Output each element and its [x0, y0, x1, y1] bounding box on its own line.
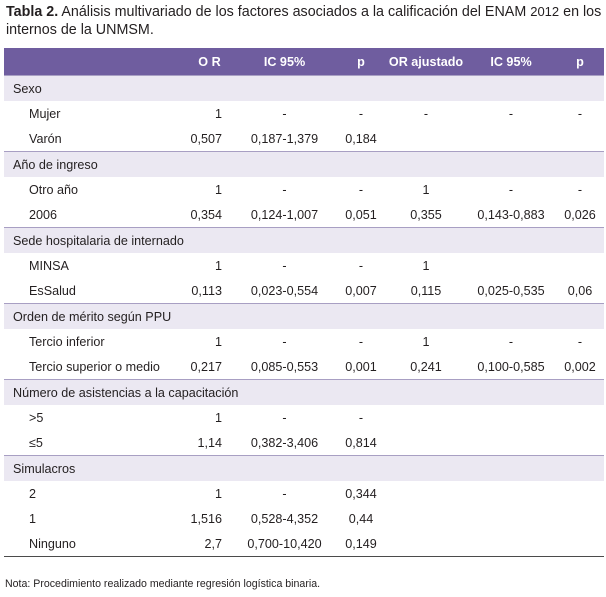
- p-adjusted-value: [556, 481, 604, 506]
- or-adjusted-value: 0,241: [386, 354, 466, 380]
- ic95-adjusted-value: -: [466, 329, 556, 354]
- row-label: 2006: [4, 202, 186, 228]
- or-value: 1,14: [186, 430, 233, 456]
- p-adjusted-value: [556, 506, 604, 531]
- or-value: 1: [186, 405, 233, 430]
- row-label: ≤5: [4, 430, 186, 456]
- table-row: [4, 253, 604, 278]
- header-ic95-ajustado: IC 95%: [466, 48, 556, 76]
- table-row: [4, 101, 604, 126]
- or-adjusted-value: [386, 405, 466, 430]
- or-value: 0,217: [186, 354, 233, 380]
- ic95-value: -: [233, 253, 336, 278]
- or-value: 0,507: [186, 126, 233, 152]
- header-or: O R: [186, 48, 233, 76]
- ic95-adjusted-value: [466, 253, 556, 278]
- table-row: [4, 481, 604, 506]
- p-value: 0,44: [336, 506, 386, 531]
- or-value: 1: [186, 481, 233, 506]
- p-value: -: [336, 329, 386, 354]
- or-value: 0,113: [186, 278, 233, 304]
- or-value: 1: [186, 101, 233, 126]
- section-header-row: [4, 304, 604, 330]
- p-value: 0,184: [336, 126, 386, 152]
- p-value: -: [336, 101, 386, 126]
- table-row: [4, 531, 604, 557]
- p-adjusted-value: -: [556, 177, 604, 202]
- or-adjusted-value: [386, 506, 466, 531]
- p-value: -: [336, 405, 386, 430]
- ic95-value: -: [233, 405, 336, 430]
- ic95-value: -: [233, 177, 336, 202]
- row-label: Ninguno: [4, 531, 186, 557]
- section-title: Número de asistencias a la capacitación: [4, 380, 604, 406]
- ic95-value: 0,700-10,420: [233, 531, 336, 557]
- table-row: [4, 278, 604, 304]
- ic95-value: 0,187-1,379: [233, 126, 336, 152]
- or-adjusted-value: [386, 430, 466, 456]
- p-value: 0,007: [336, 278, 386, 304]
- or-adjusted-value: [386, 126, 466, 152]
- ic95-adjusted-value: 0,143-0,883: [466, 202, 556, 228]
- or-value: 2,7: [186, 531, 233, 557]
- p-adjusted-value: [556, 531, 604, 557]
- ic95-adjusted-value: [466, 430, 556, 456]
- p-value: 0,051: [336, 202, 386, 228]
- row-label: 1: [4, 506, 186, 531]
- p-value: 0,149: [336, 531, 386, 557]
- p-adjusted-value: [556, 430, 604, 456]
- ic95-value: 0,023-0,554: [233, 278, 336, 304]
- row-label: MINSA: [4, 253, 186, 278]
- section-header-row: [4, 228, 604, 254]
- section-header-row: [4, 76, 604, 102]
- p-value: 0,344: [336, 481, 386, 506]
- header-p: p: [336, 48, 386, 76]
- table-row: [4, 430, 604, 456]
- ic95-value: -: [233, 481, 336, 506]
- caption-label: Tabla 2.: [6, 4, 59, 20]
- ic95-value: 0,085-0,553: [233, 354, 336, 380]
- ic95-value: -: [233, 101, 336, 126]
- row-label: Varón: [4, 126, 186, 152]
- p-value: 0,814: [336, 430, 386, 456]
- ic95-adjusted-value: 0,025-0,535: [466, 278, 556, 304]
- ic95-value: -: [233, 329, 336, 354]
- p-adjusted-value: [556, 126, 604, 152]
- or-adjusted-value: 1: [386, 329, 466, 354]
- row-label: 2: [4, 481, 186, 506]
- ic95-value: 0,124-1,007: [233, 202, 336, 228]
- or-adjusted-value: -: [386, 101, 466, 126]
- ic95-value: 0,528-4,352: [233, 506, 336, 531]
- section-header-row: [4, 380, 604, 406]
- table-row: [4, 405, 604, 430]
- p-adjusted-value: -: [556, 101, 604, 126]
- ic95-adjusted-value: -: [466, 101, 556, 126]
- footnote: Nota: Procedimiento realizado mediante regresión logística binaria.: [5, 578, 321, 590]
- p-adjusted-value: 0,06: [556, 278, 604, 304]
- ic95-adjusted-value: [466, 506, 556, 531]
- table-row: [4, 506, 604, 531]
- p-value: -: [336, 177, 386, 202]
- table-body: [4, 76, 604, 557]
- table-row: [4, 126, 604, 152]
- header-ic95: IC 95%: [233, 48, 336, 76]
- p-adjusted-value: [556, 405, 604, 430]
- or-value: 1,516: [186, 506, 233, 531]
- or-adjusted-value: [386, 481, 466, 506]
- p-adjusted-value: 0,026: [556, 202, 604, 228]
- row-label: EsSalud: [4, 278, 186, 304]
- header-or-ajustado: OR ajustado: [386, 48, 466, 76]
- p-value: 0,001: [336, 354, 386, 380]
- or-value: 0,354: [186, 202, 233, 228]
- results-table: [4, 48, 604, 557]
- or-adjusted-value: 0,355: [386, 202, 466, 228]
- or-adjusted-value: 1: [386, 177, 466, 202]
- table-row: [4, 329, 604, 354]
- p-adjusted-value: [556, 253, 604, 278]
- caption-text-end: en los internos de la UNMSM.: [6, 4, 602, 38]
- section-title: Simulacros: [4, 456, 604, 482]
- or-adjusted-value: 1: [386, 253, 466, 278]
- p-adjusted-value: 0,002: [556, 354, 604, 380]
- or-adjusted-value: [386, 531, 466, 557]
- row-label: Otro año: [4, 177, 186, 202]
- or-adjusted-value: 0,115: [386, 278, 466, 304]
- section-title: Sexo: [4, 76, 604, 102]
- caption-year: 2012: [530, 4, 560, 19]
- ic95-adjusted-value: [466, 126, 556, 152]
- or-value: 1: [186, 177, 233, 202]
- or-value: 1: [186, 329, 233, 354]
- p-adjusted-value: -: [556, 329, 604, 354]
- section-title: Año de ingreso: [4, 152, 604, 178]
- ic95-adjusted-value: [466, 531, 556, 557]
- row-label: Mujer: [4, 101, 186, 126]
- table-row: [4, 177, 604, 202]
- or-value: 1: [186, 253, 233, 278]
- section-title: Sede hospitalaria de internado: [4, 228, 604, 254]
- header-p-ajustado: p: [556, 48, 604, 76]
- header-variable: [4, 48, 186, 76]
- ic95-adjusted-value: -: [466, 177, 556, 202]
- table-header-row: [4, 48, 604, 76]
- table-row: [4, 202, 604, 228]
- ic95-adjusted-value: 0,100-0,585: [466, 354, 556, 380]
- ic95-value: 0,382-3,406: [233, 430, 336, 456]
- ic95-adjusted-value: [466, 481, 556, 506]
- row-label: >5: [4, 405, 186, 430]
- section-header-row: [4, 152, 604, 178]
- ic95-adjusted-value: [466, 405, 556, 430]
- caption-text: Análisis multivariado de los factores asociados a la calificación del ENAM: [58, 4, 531, 20]
- row-label: Tercio inferior: [4, 329, 186, 354]
- table-row: [4, 354, 604, 380]
- table-caption: [6, 3, 602, 39]
- section-title: Orden de mérito según PPU: [4, 304, 604, 330]
- section-header-row: [4, 456, 604, 482]
- row-label: Tercio superior o medio: [4, 354, 186, 380]
- p-value: -: [336, 253, 386, 278]
